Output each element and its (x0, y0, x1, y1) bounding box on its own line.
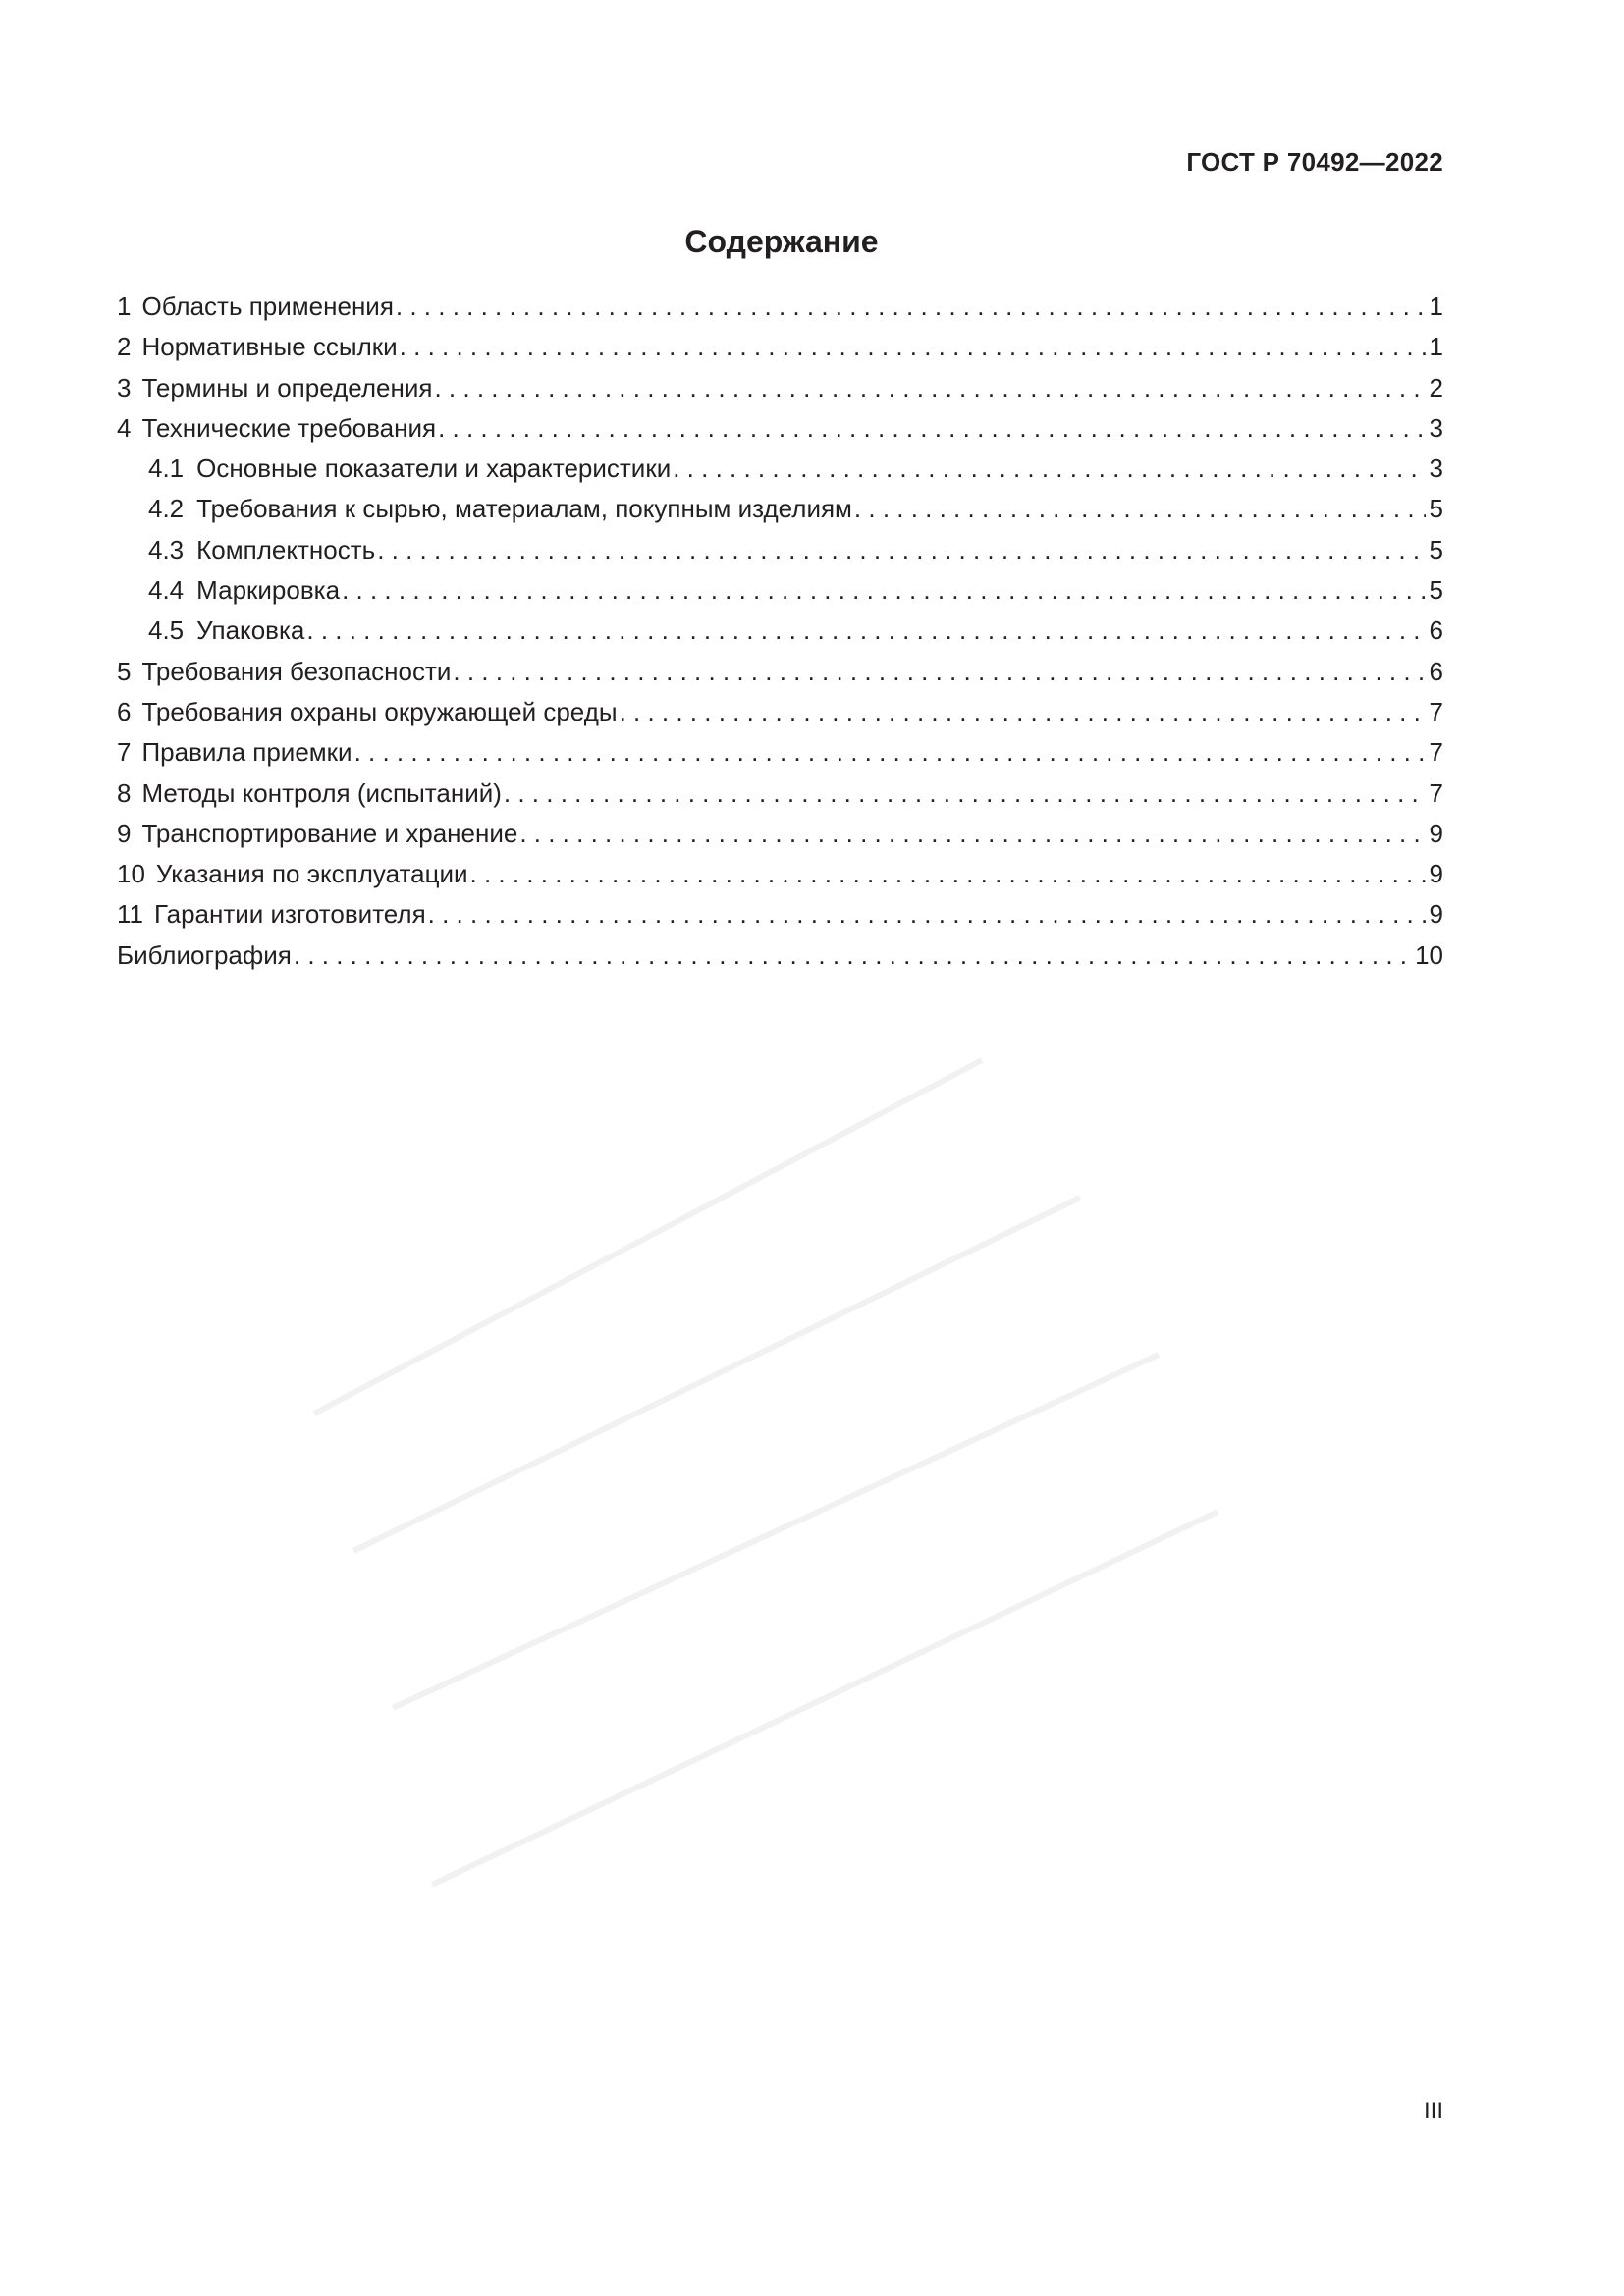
toc-dot-leader (306, 611, 1425, 651)
toc-entry (117, 854, 1443, 894)
toc-dot-leader (519, 814, 1425, 854)
toc-entry-number: 1 (117, 292, 132, 321)
toc-dot-leader (396, 287, 1426, 327)
toc-entry-page: 5 (1429, 575, 1443, 606)
toc-entry-label: Термины и определения (141, 372, 433, 402)
toc-entry-number: 3 (117, 372, 132, 402)
toc-entry-label: Требования к сырью, материалам, покупным изделиям (196, 494, 852, 524)
toc-entry-label: Библиография (117, 939, 292, 970)
toc-entry-label: Маркировка (196, 575, 341, 606)
toc-entry (117, 489, 1443, 529)
toc-entry-page: 9 (1429, 859, 1443, 889)
toc-entry-number: 4.1 (148, 454, 185, 484)
toc-entry-label: Гарантии изготовителя (154, 899, 426, 930)
toc-entry-number: 4 (117, 412, 132, 443)
toc-entry-number: 8 (117, 777, 132, 808)
toc-entry-number: 7 (117, 737, 132, 768)
toc-entry (117, 774, 1443, 814)
toc-dot-leader (294, 935, 1411, 976)
toc-entry-page: 1 (1429, 332, 1443, 362)
toc-entry-number: 4.2 (148, 494, 185, 524)
toc-entry (117, 327, 1443, 367)
table-of-contents (117, 287, 1443, 976)
toc-entry-number: 5 (117, 656, 132, 686)
toc-entry (117, 530, 1443, 570)
toc-entry-label: Упаковка (196, 615, 305, 646)
toc-entry-number: 2 (117, 332, 132, 362)
toc-entry-page: 5 (1429, 494, 1443, 524)
toc-dot-leader (620, 692, 1426, 732)
toc-entry (117, 894, 1443, 934)
document-code: ГОСТ Р 70492—2022 (1186, 147, 1443, 177)
toc-entry-page: 7 (1429, 696, 1443, 726)
toc-entry-label: Правила приемки (141, 737, 352, 768)
toc-entry (117, 408, 1443, 449)
toc-entry (117, 935, 1443, 976)
toc-entry-number: 11 (117, 899, 143, 930)
toc-dot-leader (434, 368, 1425, 408)
toc-entry-label: Область применения (141, 292, 394, 321)
toc-dot-leader (453, 652, 1425, 692)
toc-entry-page: 10 (1415, 939, 1443, 970)
toc-entry-page: 2 (1429, 372, 1443, 402)
toc-entry-label: Нормативные ссылки (141, 332, 398, 362)
toc-entry-label: Требования безопасности (141, 656, 452, 686)
toc-dot-leader (470, 854, 1426, 894)
toc-dot-leader (377, 530, 1425, 570)
toc-dot-leader (354, 732, 1426, 773)
toc-entry (117, 652, 1443, 692)
watermark-seal (236, 1001, 1316, 2081)
toc-entry-label: Указания по эксплуатации (155, 859, 468, 889)
toc-entry-number: 6 (117, 696, 132, 726)
toc-entry-number: 10 (117, 859, 145, 889)
toc-entry-label: Комплектность (196, 534, 376, 564)
toc-entry-page: 3 (1429, 454, 1443, 484)
toc-title: Содержание (684, 224, 879, 259)
toc-entry-page: 9 (1429, 818, 1443, 848)
toc-entry-page: 7 (1429, 737, 1443, 768)
toc-entry-page: 6 (1429, 656, 1443, 686)
toc-dot-leader (673, 449, 1425, 489)
toc-entry-label: Требования охраны окружающей среды (141, 696, 618, 726)
toc-entry-page: 6 (1429, 615, 1443, 646)
toc-dot-leader (342, 570, 1425, 611)
toc-entry-number: 4.5 (148, 615, 185, 646)
toc-entry (117, 692, 1443, 732)
toc-entry-page: 3 (1429, 412, 1443, 443)
toc-entry (117, 814, 1443, 854)
toc-entry-label: Основные показатели и характеристики (196, 454, 672, 484)
toc-entry-number: 4.4 (148, 575, 185, 606)
toc-entry-label: Транспортирование и хранение (141, 818, 518, 848)
page-number: III (1423, 2098, 1443, 2124)
toc-entry (117, 287, 1443, 327)
toc-dot-leader (400, 327, 1426, 367)
toc-entry-number: 9 (117, 818, 132, 848)
toc-entry-label: Методы контроля (испытаний) (141, 777, 502, 808)
toc-entry-page: 7 (1429, 777, 1443, 808)
toc-entry (117, 368, 1443, 408)
toc-dot-leader (854, 489, 1426, 529)
toc-entry-page: 1 (1429, 292, 1443, 321)
toc-entry-page: 5 (1429, 534, 1443, 564)
toc-entry-page: 9 (1429, 899, 1443, 930)
toc-entry (117, 611, 1443, 651)
toc-dot-leader (504, 774, 1426, 814)
toc-entry (117, 732, 1443, 773)
toc-entry (117, 570, 1443, 611)
toc-entry-number: 4.3 (148, 534, 185, 564)
toc-dot-leader (428, 894, 1426, 934)
toc-entry-label: Технические требования (141, 412, 437, 443)
toc-entry (117, 449, 1443, 489)
toc-dot-leader (438, 408, 1425, 449)
